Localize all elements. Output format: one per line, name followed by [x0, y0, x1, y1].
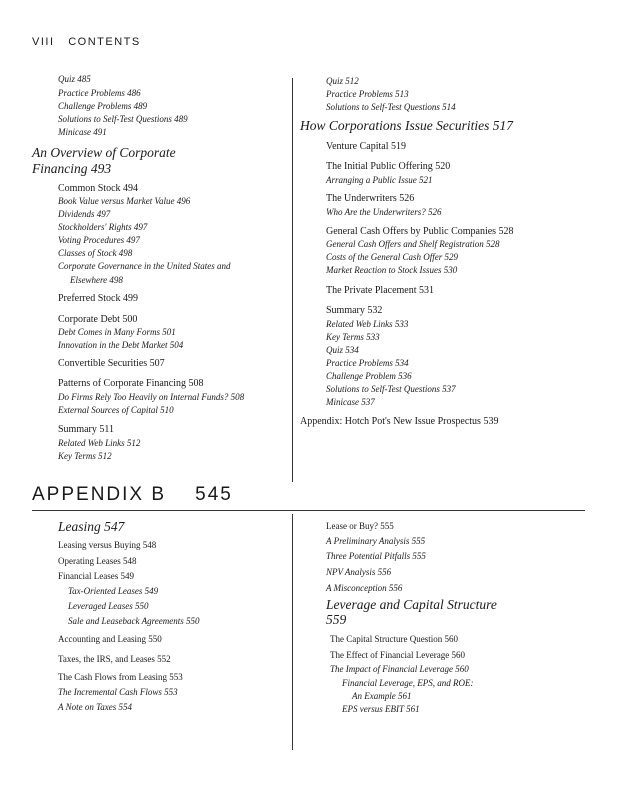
toc-section-heading: Financing 493 [32, 161, 112, 176]
toc-entry: Corporate Governance in the United States and [58, 261, 231, 271]
toc-entry: Solutions to Self-Test Questions 537 [326, 384, 456, 394]
toc-entry: Debt Comes in Many Forms 501 [58, 327, 176, 337]
toc-entry: Stockholders' Rights 497 [58, 222, 148, 232]
toc-entry: Common Stock 494 [58, 183, 139, 194]
toc-entry: Three Potential Pitfalls 555 [326, 551, 426, 561]
toc-entry: Convertible Securities 507 [58, 358, 165, 369]
appendix-heading [32, 484, 233, 506]
toc-entry: Do Firms Rely Too Heavily on Internal Funds? 508 [58, 392, 245, 402]
toc-entry: Costs of the General Cash Offer 529 [326, 252, 458, 262]
toc-entry: General Cash Offers by Public Companies 528 [326, 226, 514, 237]
toc-entry: Quiz 534 [326, 345, 359, 355]
running-header [32, 36, 141, 48]
toc-section-heading: An Overview of Corporate [32, 145, 176, 160]
toc-entry: A Preliminary Analysis 555 [326, 536, 426, 546]
toc-entry: Minicase 537 [326, 397, 375, 407]
column-divider-upper [292, 78, 293, 482]
appendix-title: APPENDIX B [32, 484, 167, 505]
toc-entry: Solutions to Self-Test Questions 489 [58, 114, 188, 124]
toc-entry: Summary 532 [326, 305, 383, 316]
toc-entry: Key Terms 512 [58, 451, 112, 461]
toc-entry: Preferred Stock 499 [58, 293, 138, 304]
toc-entry: Voting Procedures 497 [58, 235, 140, 245]
toc-section-heading: How Corporations Issue Securities 517 [300, 118, 514, 133]
toc-entry: Who Are the Underwriters? 526 [326, 207, 442, 217]
toc-section-heading: Leasing 547 [58, 519, 125, 534]
toc-entry: Dividends 497 [58, 209, 111, 219]
toc-entry: External Sources of Capital 510 [58, 405, 174, 415]
toc-entry: The Impact of Financial Leverage 560 [330, 664, 469, 674]
toc-entry: Summary 511 [58, 424, 115, 435]
toc-entry: A Misconception 556 [326, 583, 403, 593]
toc-entry: Lease or Buy? 555 [326, 521, 394, 531]
toc-entry: Market Reaction to Stock Issues 530 [326, 265, 458, 275]
toc-entry: The Initial Public Offering 520 [326, 161, 451, 172]
toc-entry: The Incremental Cash Flows 553 [58, 687, 178, 697]
toc-entry: Venture Capital 519 [326, 141, 406, 152]
toc-entry: Taxes, the IRS, and Leases 552 [58, 654, 171, 664]
toc-entry: Arranging a Public Issue 521 [326, 175, 433, 185]
toc-entry: Financial Leases 549 [58, 571, 134, 581]
toc-entry: A Note on Taxes 554 [58, 702, 133, 712]
toc-entry: Tax-Oriented Leases 549 [68, 586, 159, 596]
toc-entry: The Capital Structure Question 560 [330, 634, 458, 644]
toc-entry: Elsewhere 498 [70, 275, 123, 285]
toc-entry: Sale and Leaseback Agreements 550 [68, 616, 200, 626]
toc-entry: The Underwriters 526 [326, 193, 415, 204]
toc-entry: Practice Problems 486 [58, 88, 141, 98]
page-number: VIII [32, 36, 55, 48]
toc-entry: Quiz 512 [326, 76, 359, 86]
toc-entry: Accounting and Leasing 550 [58, 634, 162, 644]
toc-entry: Classes of Stock 498 [58, 248, 133, 258]
toc-entry: Solutions to Self-Test Questions 514 [326, 102, 456, 112]
toc-entry: General Cash Offers and Shelf Registration 528 [326, 239, 500, 249]
toc-entry: Innovation in the Debt Market 504 [58, 340, 184, 350]
toc-entry: Leasing versus Buying 548 [58, 540, 157, 550]
toc-entry: Patterns of Corporate Financing 508 [58, 378, 204, 389]
toc-section-heading: Leverage and Capital Structure [326, 597, 497, 612]
toc-entry: Challenge Problems 489 [58, 101, 148, 111]
appendix-rule [32, 510, 585, 511]
appendix-page: 545 [195, 484, 233, 505]
toc-entry: The Private Placement 531 [326, 285, 435, 296]
column-divider-lower [292, 514, 293, 750]
toc-entry: Key Terms 533 [326, 332, 380, 342]
toc-entry: Practice Problems 513 [326, 89, 409, 99]
toc-section-heading: 559 [326, 612, 347, 627]
toc-entry: Financial Leverage, EPS, and ROE: [342, 678, 474, 688]
toc-entry: EPS versus EBIT 561 [342, 704, 420, 714]
toc-entry: Book Value versus Market Value 496 [58, 196, 191, 206]
header-title: CONTENTS [68, 36, 141, 48]
toc-entry: Challenge Problem 536 [326, 371, 412, 381]
toc-entry: NPV Analysis 556 [326, 567, 392, 577]
toc-entry: Leveraged Leases 550 [68, 601, 149, 611]
toc-entry: Practice Problems 534 [326, 358, 409, 368]
toc-entry: The Cash Flows from Leasing 553 [58, 672, 183, 682]
toc-entry: The Effect of Financial Leverage 560 [330, 650, 466, 660]
toc-entry: Related Web Links 512 [58, 438, 141, 448]
toc-entry: Quiz 485 [58, 74, 91, 84]
toc-entry: Appendix: Hotch Pot's New Issue Prospectus 539 [300, 416, 499, 427]
toc-entry: Corporate Debt 500 [58, 314, 138, 325]
toc-entry: Related Web Links 533 [326, 319, 409, 329]
toc-entry: Operating Leases 548 [58, 556, 137, 566]
toc-entry: Minicase 491 [58, 127, 107, 137]
toc-entry: An Example 561 [352, 691, 412, 701]
